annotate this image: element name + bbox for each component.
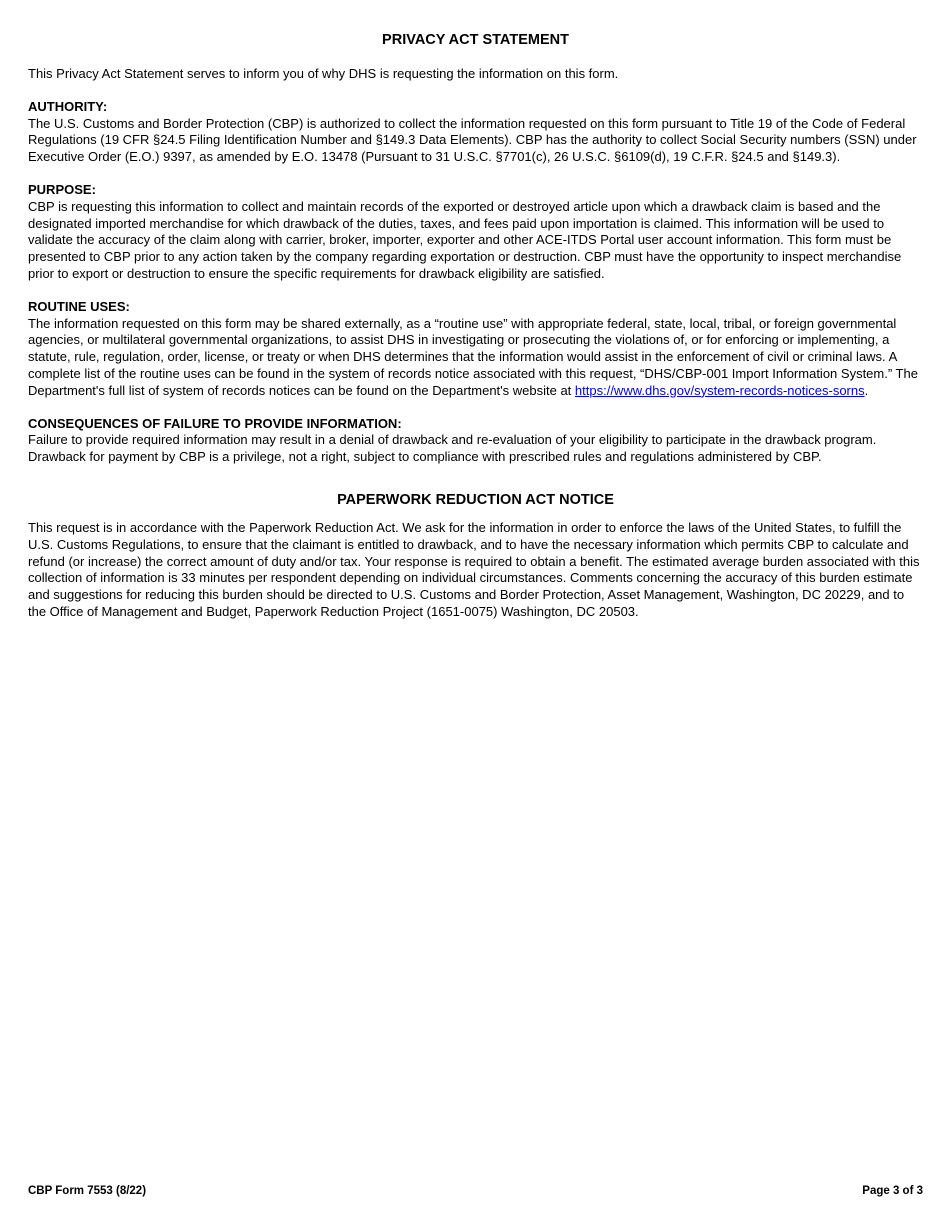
- authority-heading: AUTHORITY:: [28, 98, 108, 114]
- purpose-text: CBP is requesting this information to collect and maintain records of the exported or destroyed article upon which a drawback claim is based and the designated imported merchandise for which drawback of the duties, taxes, and fees paid upon importation is claimed. This information will be used to validate the accuracy of the claim along with carrier, broker, importer, exporter and other ACE-ITDS Portal user account information. This form must be presented to CBP prior to any action taken by the company regarding exportation or destruction. CBP must have the opportunity to inspect merchandise prior to export or destruction to ensure the specific requirements for drawback eligibility are satisfied.: [28, 198, 902, 281]
- page-number: Page 3 of 3: [862, 1185, 923, 1197]
- routine-uses-heading: ROUTINE USES:: [28, 298, 130, 314]
- privacy-act-title: PRIVACY ACT STATEMENT: [382, 32, 569, 48]
- routine-uses-trailing: .: [864, 382, 869, 398]
- document-page: [28, 30, 923, 621]
- consequences-section: [28, 416, 923, 466]
- privacy-intro: This Privacy Act Statement serves to inform you of why DHS is requesting the information on this form.: [28, 66, 619, 81]
- consequences-heading: CONSEQUENCES OF FAILURE TO PROVIDE INFORMATION:: [28, 415, 402, 431]
- authority-text: The U.S. Customs and Border Protection (CBP) is authorized to collect the information requested on this form pursuant to Title 19 of the Code of Federal Regulations (19 CFR §24.5 Filing Identification Number and §149.3 Data Elements). CBP has the authority to collect Social Security numbers (SSN) under Executive Order (E.O.) 9397, as amended by E.O. 13478 (Pursuant to 31 U.S.C. §7701(c), 26 U.S.C. §6109(d), 19 C.F.R. §24.5 and §149.3).: [28, 115, 917, 165]
- sorns-link[interactable]: https://www.dhs.gov/system-records-notices-sorns: [574, 382, 865, 398]
- paperwork-text: This request is in accordance with the Paperwork Reduction Act. We ask for the information in order to enforce the laws of the United States, to fulfill the U.S. Customs Regulations, to ensure that the claimant is entitled to drawback, and to have the necessary information which permits CBP to calculate and refund (or increase) the correct amount of duty and/or tax. Your response is required to obtain a benefit. The estimated average burden associated with this collection of information is 33 minutes per respondent depending on individual circumstances. Comments concerning the accuracy of this burden estimate and suggestions for reducing this burden should be directed to U.S. Customs and Border Protection, Asset Management, Washington, DC 20229, and to the Office of Management and Budget, Paperwork Reduction Project (1651-0075) Washington, DC 20503.: [28, 519, 920, 619]
- consequences-text: Failure to provide required information may result in a denial of drawback and re-evaluation of your eligibility to participate in the drawback program. Drawback for payment by CBP is a privilege, not a right, subject to compliance with prescribed rules and regulations administered by CBP.: [28, 432, 877, 465]
- routine-uses-section: [28, 299, 923, 400]
- routine-uses-text: The information requested on this form may be shared externally, as a “routine use” with appropriate federal, state, local, tribal, or foreign governmental agencies, or multilateral governmental organizations, to assist DHS in investigating or prosecuting the violations of, or for enforcing or implementing, a statute, rule, regulation, order, license, or treaty or when DHS determines that the information would assist in the enforcement of civil or criminal laws. A complete list of the routine uses can be found in the system of records notice associated with this request, “DHS/CBP-001 Import Information System.” The Department's full list of system of records notices can be found on the Department's website at: [28, 315, 918, 398]
- purpose-section: [28, 182, 923, 283]
- paperwork-act-title: PAPERWORK REDUCTION ACT NOTICE: [337, 491, 614, 508]
- authority-section: [28, 99, 923, 166]
- form-identifier: CBP Form 7553 (8/22): [28, 1185, 147, 1197]
- purpose-heading: PURPOSE:: [28, 181, 96, 197]
